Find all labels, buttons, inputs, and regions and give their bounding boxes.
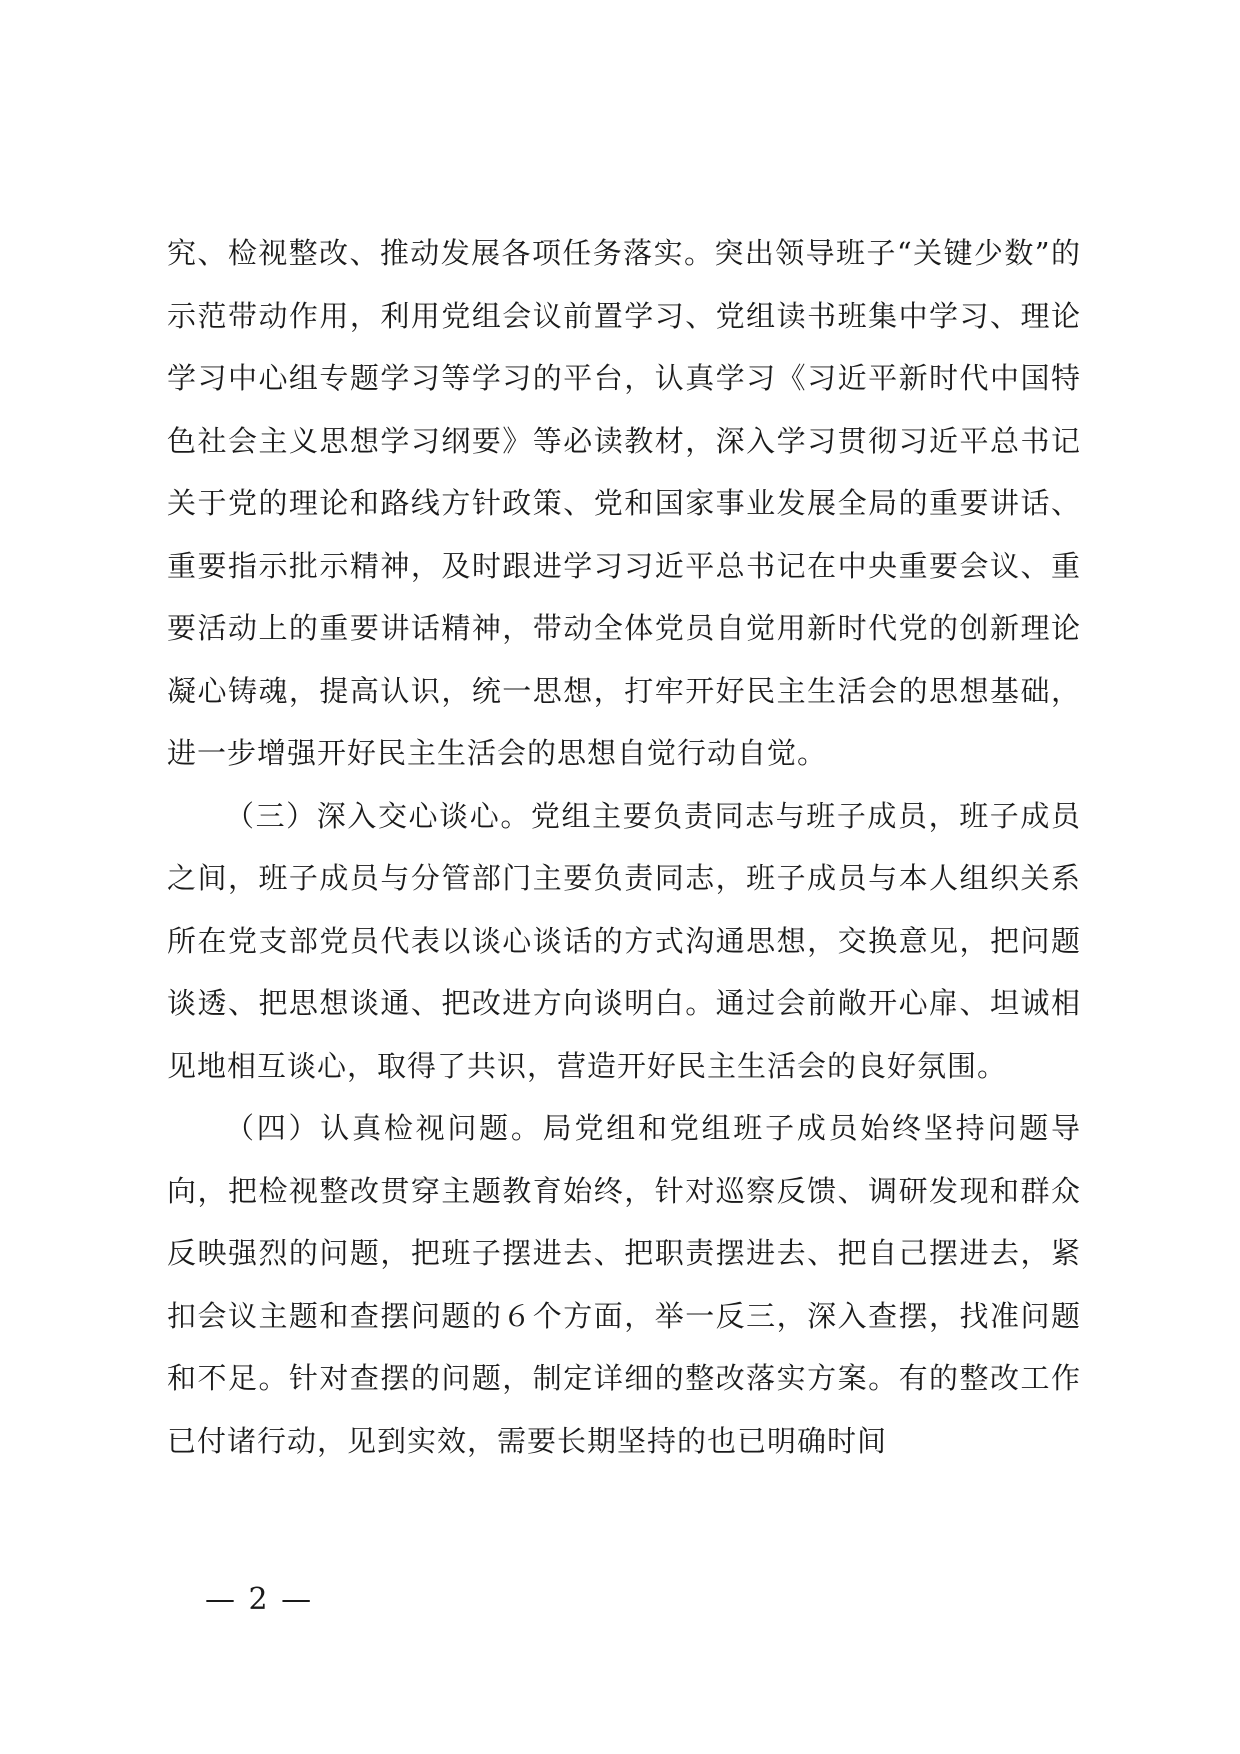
page-number: — 2 — <box>205 1582 314 1617</box>
paragraph-continued: 究、检视整改、推动发展各项任务落实。突出领导班子“关键少数”的示范带动作用，利用党组会议前置学习、党组读书班集中学习、理论学习中心组专题学习等学习的平台，认真学习《习近平新时代中国特色社会主义思想学习纲要》等必读教材，深入学习贯彻习近平总书记关于党的理论和路线方针政策、党和国家事业发展全局的重要讲话、重要指示批示精神，及时跟进学习习近平总书记在中央重要会议、重要活动上的重要讲话精神，带动全体党员自觉用新时代党的创新理论凝心铸魂，提高认识，统一思想，打牢开好民主生活会的思想基础，进一步增强开好民主生活会的思想自觉行动自觉。 <box>167 236 1081 770</box>
paragraph-section-4: （四）认真检视问题。局党组和党组班子成员始终坚持问题导向，把检视整改贯穿主题教育始终，针对巡察反馈、调研发现和群众反映强烈的问题，把班子摆进去、把职责摆进去、把自己摆进去，紧扣会议主题和查摆问题的６个方面，举一反三，深入查摆，找准问题和不足。针对查摆的问题，制定详细的整改落实方案。有的整改工作已付诸行动，见到实效，需要长期坚持的也已明确时间 <box>167 1111 1081 1458</box>
paragraph-section-3: （三）深入交心谈心。党组主要负责同志与班子成员，班子成员之间，班子成员与分管部门主要负责同志，班子成员与本人组织关系所在党支部党员代表以谈心谈话的方式沟通思想，交换意见，把问题谈透、把思想谈通、把改进方向谈明白。通过会前敞开心扉、坦诚相见地相互谈心，取得了共识，营造开好民主生活会的良好氛围。 <box>167 798 1081 1083</box>
document-body <box>167 222 1081 1472</box>
